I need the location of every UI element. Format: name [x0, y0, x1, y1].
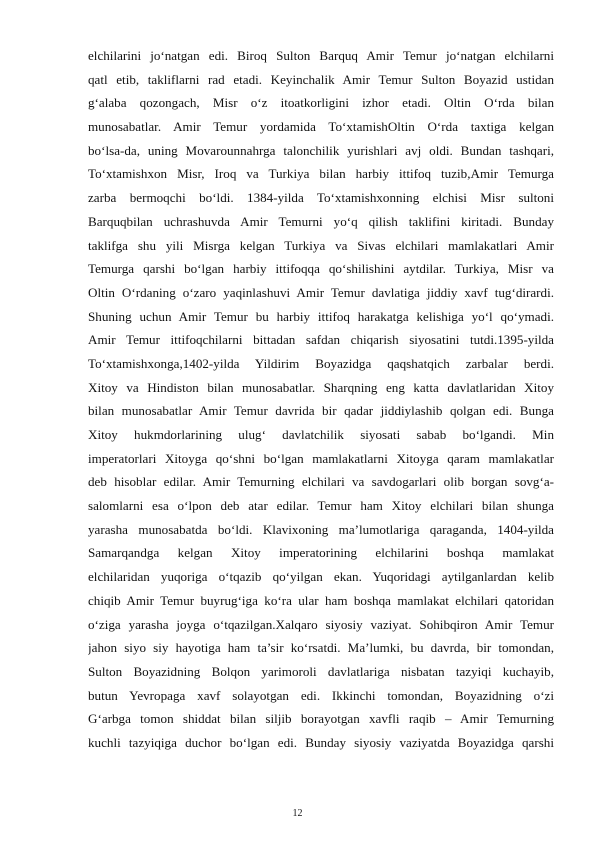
text-line: g‘alaba qozongach, Misr o‘z itoatkorligini izhor etadi. Oltin O‘rda bilan	[88, 95, 554, 111]
text-line: o‘ziga yarasha joyga o‘tqazilgan.Xalqaro siyosiy vaziyat. Sohibqiron Amir Temur	[88, 616, 554, 632]
text-line: taklifga shu yili Misrga kelgan Turkiya va Sivas elchilari mamlakatlari Amir	[88, 237, 554, 253]
text-line: Xitoy va Hindiston bilan munosabatlar. Sharqning eng katta davlatlaridan Xitoy	[88, 379, 554, 395]
page-number: 12	[292, 808, 303, 819]
text-line: imperatorlari Xitoyga qo‘shni bo‘lgan mamlakatlarni Xitoyga qaram mamlakatlar	[88, 450, 554, 466]
text-line: Xitoy hukmdorlarining ulug‘ davlatchilik siyosati sabab bo‘lgandi. Min	[88, 427, 554, 442]
body-text	[88, 44, 554, 755]
text-line: bo‘lsa-da, uning Movarounnahrga talonchilik yurishlari avj oldi. Bundan tashqari,	[88, 142, 554, 158]
text-line: To‘xtamishxon Misr, Iroq va Turkiya bilan harbiy ittifoq tuzib,Amir Temurga	[88, 166, 554, 182]
text-line: Amir Temur ittifoqchilarni bittadan safdan chiqarish siyosatini tutdi.1395-yilda	[88, 332, 554, 348]
text-line: G‘arbga tomon shiddat bilan siljib borayotgan xavfli raqib – Amir Temurning	[88, 711, 554, 727]
text-line: bilan munosabatlar Amir Temur davrida bir qadar jiddiylashib qolgan edi. Bunga	[88, 403, 554, 419]
text-line: yarasha munosabatda bo‘ldi. Klavixoning ma’lumotlariga qaraganda, 1404-yilda	[88, 521, 554, 537]
text-line: Barquqbilan uchrashuvda Amir Temurni yo‘q qilish taklifini kiritadi. Bunday	[88, 213, 554, 229]
text-line: Oltin O‘rdaning o‘zaro yaqinlashuvi Amir Temur davlatiga jiddiy xavf tug‘dirardi.	[88, 284, 554, 300]
text-line: zarba bermoqchi bo‘ldi. 1384-yilda To‘xtamishxonning elchisi Misr sultoni	[88, 190, 554, 206]
text-line: jahon siyo siy hayotiga ham ta’sir ko‘rsatdi. Ma’lumki, bu davrda, bir tomondan,	[88, 640, 554, 656]
text-line: Temurga qarshi bo‘lgan harbiy ittifoqqa qo‘shilishini aytdilar. Turkiya, Misr va	[88, 261, 554, 277]
text-line: munosabatlar. Amir Temur yordamida To‘xtamishOltin O‘rda taxtiga kelgan	[88, 119, 554, 135]
text-line: Sulton Boyazidning Bolqon yarimoroli davlatlariga nisbatan tazyiqi kuchayib,	[88, 663, 554, 679]
text-line: kuchli tazyiqiga duchor bo‘lgan edi. Bunday siyosiy vaziyatda Boyazidga qarshi	[88, 734, 554, 750]
text-line: salomlarni esa o‘lpon deb atar edilar. Temur ham Xitoy elchilari bilan shunga	[88, 498, 554, 514]
text-line: chiqib Amir Temur buyrug‘iga ko‘ra ular ham boshqa mamlakat elchilari qatoridan	[88, 592, 554, 608]
text-line: Shuning uchun Amir Temur bu harbiy ittifoq harakatga kelishiga yo‘l qo‘ymadi.	[88, 308, 554, 324]
text-line: elchilaridan yuqoriga o‘tqazib qo‘yilgan ekan. Yuqoridagi aytilganlardan kelib	[88, 569, 554, 585]
text-line: qatl etib, takliflarni rad etadi. Keyinchalik Amir Temur Sulton Boyazid ustidan	[88, 71, 554, 87]
text-line: Samarqandga kelgan Xitoy imperatorining elchilarini boshqa mamlakat	[88, 545, 554, 561]
text-line: deb hisoblar edilar. Amir Temurning elchilari va savdogarlari olib borgan sovg‘a-	[88, 474, 554, 490]
text-line: butun Yevropaga xavf solayotgan edi. Ikkinchi tomondan, Boyazidning o‘zi	[88, 687, 554, 703]
text-line: elchilarini jo‘natgan edi. Biroq Sulton Barquq Amir Temur jo‘natgan elchilarni	[88, 48, 554, 63]
text-line: To‘xtamishxonga,1402-yilda Yildirim Boyazidga qaqshatqich zarbalar berdi.	[88, 355, 554, 371]
